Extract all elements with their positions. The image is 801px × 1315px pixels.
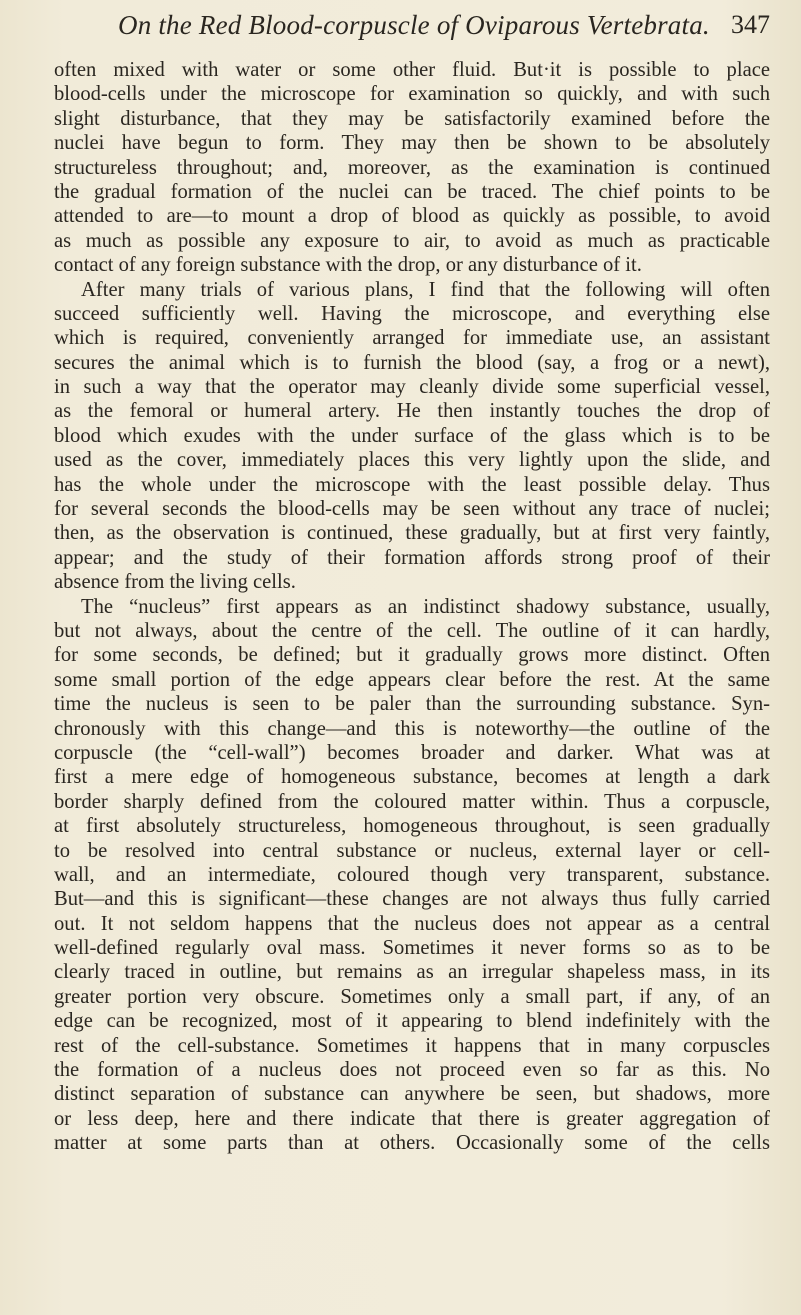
text-line: at first absolutely structureless, homogeneous throughout, is seen gradually	[54, 815, 770, 838]
text-line: some small portion of the edge appears clear before the rest. At the same	[54, 668, 770, 691]
text-line: structureless throughout; and, moreover, as the examination is continued	[54, 156, 770, 179]
text-line: which is required, conveniently arranged for immediate use, an assistant	[54, 327, 770, 350]
page-number: 347	[731, 10, 770, 39]
text-line: But—and this is significant—these changes are not always thus fully carried	[54, 888, 770, 911]
text-line: After many trials of various plans, I find that the following will often	[81, 278, 770, 301]
text-line: chronously with this change—and this is noteworthy—the outline of the	[54, 717, 770, 740]
text-line: edge can be recognized, most of it appearing to blend indefinitely with the	[54, 1010, 770, 1033]
text-line: corpuscle (the “cell-wall”) becomes broader and darker. What was at	[54, 741, 770, 764]
text-line: then, as the observation is continued, these gradually, but at first very faintly,	[54, 522, 770, 545]
text-line: blood which exudes with the under surface of the glass which is to be	[54, 424, 770, 447]
text-line: in such a way that the operator may cleanly divide some superficial vessel,	[54, 376, 770, 399]
text-line: clearly traced in outline, but remains as an irregular shapeless mass, in its	[54, 961, 770, 984]
text-line: well-defined regularly oval mass. Sometimes it never forms so as to be	[54, 937, 770, 960]
text-line: has the whole under the microscope with the least possible delay. Thus	[54, 473, 770, 496]
text-line: or less deep, here and there indicate that there is greater aggregation of	[54, 1107, 770, 1130]
text-line: first a mere edge of homogeneous substance, becomes at length a dark	[54, 766, 770, 789]
text-line: as the femoral or humeral artery. He then instantly touches the drop of	[54, 400, 770, 423]
text-line: absence from the living cells.	[54, 571, 296, 594]
text-line: as much as possible any exposure to air, to avoid as much as practicable	[54, 229, 770, 252]
text-line: but not always, about the centre of the cell. The outline of it can hardly,	[54, 619, 770, 642]
text-line: greater portion very obscure. Sometimes only a small part, if any, of an	[54, 985, 770, 1008]
text-line: contact of any foreign substance with the drop, or any disturbance of it.	[54, 254, 642, 277]
text-line: the formation of a nucleus does not proceed even so far as this. No	[54, 1059, 770, 1082]
body-text	[54, 58, 770, 1156]
text-line: time the nucleus is seen to be paler than the surrounding substance. Syn-	[54, 693, 770, 716]
text-line: secures the animal which is to furnish the blood (say, a frog or a newt),	[54, 351, 770, 374]
text-line: for some seconds, be defined; but it gradually grows more distinct. Often	[54, 644, 770, 667]
text-line: nuclei have begun to form. They may then be shown to be absolutely	[54, 132, 770, 155]
text-line: to be resolved into central substance or nucleus, external layer or cell-	[54, 839, 770, 862]
text-line: rest of the cell-substance. Sometimes it happens that in many corpuscles	[54, 1034, 770, 1057]
text-line: distinct separation of substance can anywhere be seen, but shadows, more	[54, 1083, 770, 1106]
text-line: wall, and an intermediate, coloured though very transparent, substance.	[54, 863, 770, 886]
text-line: succeed sufficiently well. Having the microscope, and everything else	[54, 302, 770, 325]
running-head	[54, 10, 770, 50]
text-line: out. It not seldom happens that the nucleus does not appear as a central	[54, 912, 770, 935]
text-line: The “nucleus” first appears as an indistinct shadowy substance, usually,	[81, 595, 770, 618]
text-line: the gradual formation of the nuclei can be traced. The chief points to be	[54, 180, 770, 203]
text-line: for several seconds the blood-cells may be seen without any trace of nuclei;	[54, 498, 770, 521]
text-line: attended to are—to mount a drop of blood as quickly as possible, to avoid	[54, 205, 770, 228]
text-line: slight disturbance, that they may be satisfactorily examined before the	[54, 107, 770, 130]
text-line: border sharply defined from the coloured matter within. Thus a corpuscle,	[54, 790, 770, 813]
text-line: appear; and the study of their formation affords strong proof of their	[54, 546, 770, 569]
running-title: On the Red Blood-corpuscle of Oviparous Vertebrata.	[118, 10, 710, 40]
text-line: matter at some parts than at others. Occasionally some of the cells	[54, 1132, 770, 1155]
text-line: used as the cover, immediately places this very lightly upon the slide, and	[54, 449, 770, 472]
text-line: blood-cells under the microscope for examination so quickly, and with such	[54, 83, 770, 106]
text-line: often mixed with water or some other fluid. But·it is possible to place	[54, 59, 770, 81]
